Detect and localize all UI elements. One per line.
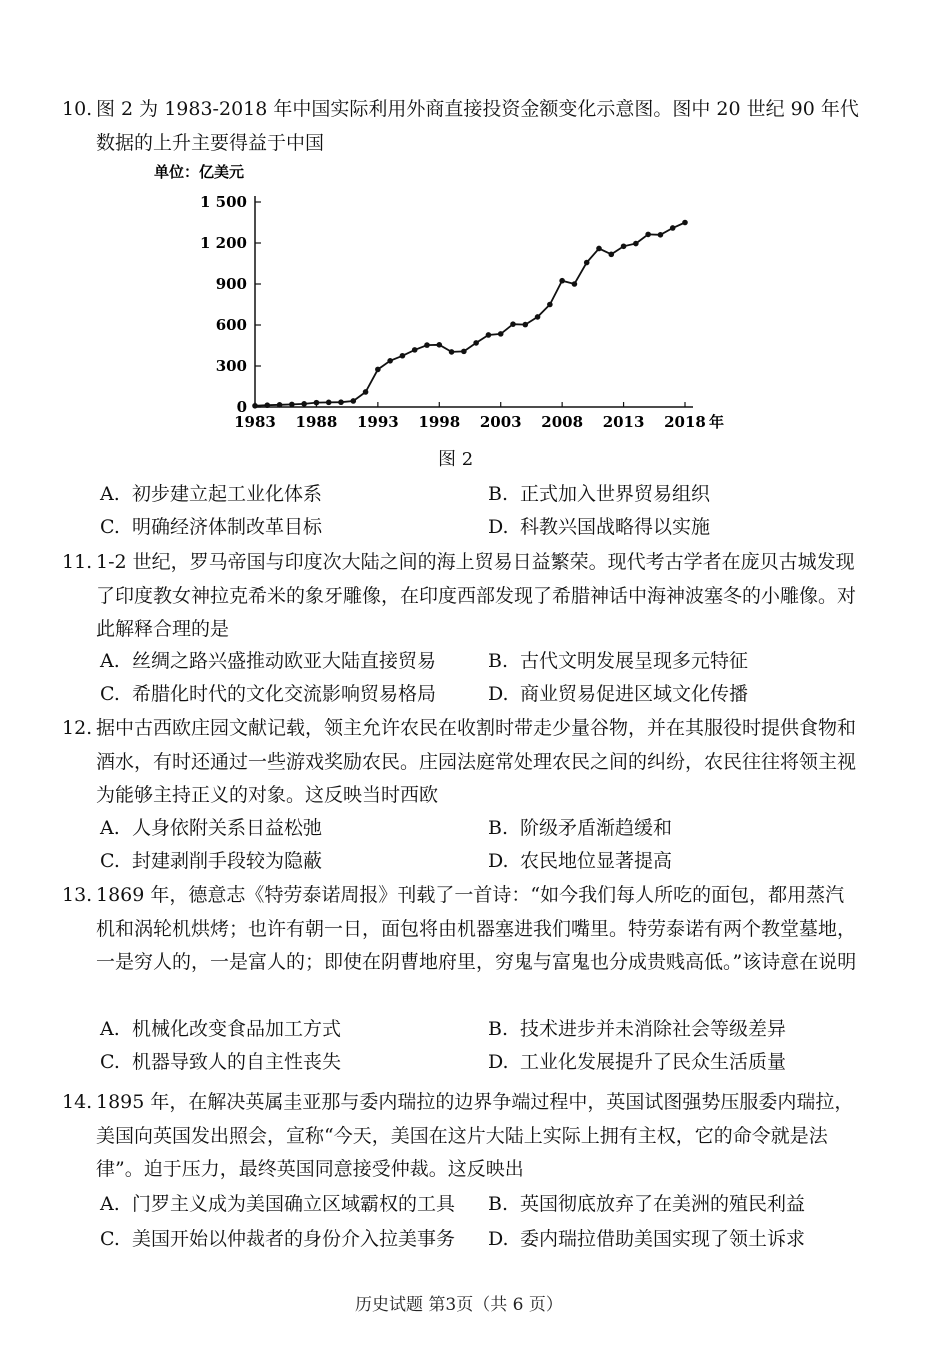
data-point [572,281,578,287]
question-13 [62,879,862,980]
question-number: 10. [62,98,93,120]
question-stem: 据中古西欧庄园文献记载，领主允许农民在收割时带走少量谷物，并在其服役时提供食物和酒水，有时还通过一些游戏奖励农民。庄园法庭常处理农民之间的纠纷，农民往往将领主视为能够主持正义的对象。这反映当时西欧 [96,717,857,806]
q14-options-row-1 [100,1188,880,1221]
question-stem: 1895 年，在解决英属圭亚那与委内瑞拉的边界争端过程中，英国试图强势压服委内瑞拉，美国向英国发出照会，宣称“今天，美国在这片大陆上实际上拥有主权，它的命令就是法律”。迫于压力，最终英国同意接受仲裁。这反映出 [96,1091,854,1180]
y-tick-label: 600 [215,316,247,334]
option-a[interactable]: A. 丝绸之路兴盛推动欧亚大陆直接贸易 [100,650,437,672]
question-stem: 1869 年，德意志《特劳泰诺周报》刊载了一首诗：“如今我们每人所吃的面包，都用蒸汽机和涡轮机烘烤；也许有朝一日，面包将由机器塞进我们嘴里。特劳泰诺有两个教堂墓地，一是穷人的，一是富人的；即使在阴曹地府里，穷鬼与富鬼也分成贵贱高低。”该诗意在说明 [96,884,857,973]
y-tick-label: 1 500 [200,193,247,211]
option-c[interactable]: C. 封建剥削手段较为隐蔽 [100,850,323,872]
option-d[interactable]: D. 委内瑞拉借助美国实现了领土诉求 [488,1228,806,1250]
data-point [633,241,639,247]
fdi-line-chart [140,155,740,440]
data-point [449,349,455,355]
y-tick-label: 300 [215,357,247,375]
option-d[interactable]: D. 商业贸易促进区域文化传播 [488,683,749,705]
y-tick-label: 900 [215,275,247,293]
x-tick-label: 2008 [541,413,584,431]
option-b[interactable]: B. 正式加入世界贸易组织 [488,483,711,505]
x-tick-label: 2003 [479,413,522,431]
data-point [658,232,664,238]
data-point [621,243,627,249]
data-point [584,260,590,266]
question-stem: 1-2 世纪，罗马帝国与印度次大陆之间的海上贸易日益繁荣。现代考古学者在庞贝古城发现了印度教女神拉克希米的象牙雕像，在印度西部发现了希腊神话中海神波塞冬的小雕像。对此解释合理的是 [96,551,857,640]
q10-options-row-2 [100,511,880,544]
data-point [596,246,602,252]
data-point [510,321,516,327]
question-11 [62,546,862,647]
x-tick-label: 2013 [602,413,645,431]
page-footer: 历史试题 第3页（共 6 页） [355,1295,563,1315]
x-tick-label: 1983 [234,413,276,431]
data-point [277,402,283,408]
data-point [264,402,270,408]
x-tick-label: 1993 [356,413,399,431]
fdi-series-line [255,223,685,406]
data-point [301,401,307,407]
question-number: 11. [62,551,93,573]
question-14 [62,1086,862,1187]
y-tick-label: 1 200 [200,234,247,252]
q14-options-row-2 [100,1223,880,1256]
data-point [461,349,467,355]
data-point [387,358,393,364]
x-axis-unit: 年 [709,413,725,431]
figure-caption: 图 2 [438,449,474,470]
question-number: 13. [62,884,93,906]
unit-label: 单位：亿美元 [154,163,245,181]
option-d[interactable]: D. 工业化发展提升了民众生活质量 [488,1051,787,1073]
option-d[interactable]: D. 农民地位显著提高 [488,850,673,872]
x-tick-label: 2018 [664,413,706,431]
q11-options-row-2 [100,678,880,711]
question-number: 12. [62,717,93,739]
data-point [522,322,528,328]
data-point [314,400,320,406]
data-point [535,314,541,320]
x-tick-label: 1998 [418,413,461,431]
data-point [436,342,442,348]
x-tick-label: 1988 [295,413,338,431]
data-point [400,353,406,359]
data-point [350,398,356,404]
question-stem: 图 2 为 1983-2018 年中国实际利用外商直接投资金额变化示意图。图中 20 世纪 90 年代数据的上升主要得益于中国 [96,98,859,154]
data-point [363,389,369,395]
data-point [608,252,614,258]
question-12 [62,712,862,813]
data-point [338,399,344,405]
option-b[interactable]: B. 阶级矛盾渐趋缓和 [488,817,673,839]
q12-options-row-2 [100,845,880,878]
q10-options-row-1 [100,478,880,511]
data-point [670,225,676,231]
option-b[interactable]: B. 英国彻底放弃了在美洲的殖民利益 [488,1193,806,1215]
y-tick-label: 0 [236,398,247,416]
data-point [486,332,492,338]
q13-options-row-2 [100,1046,880,1079]
option-c[interactable]: C. 美国开始以仲裁者的身份介入拉美事务 [100,1228,456,1250]
question-number: 14. [62,1091,93,1113]
option-c[interactable]: C. 机器导致人的自主性丧失 [100,1051,342,1073]
option-b[interactable]: B. 技术进步并未消除社会等级差异 [488,1018,787,1040]
q13-options-row-1 [100,1013,880,1046]
data-point [473,340,479,346]
option-b[interactable]: B. 古代文明发展呈现多元特征 [488,650,749,672]
option-a[interactable]: A. 人身依附关系日益松弛 [100,817,323,839]
data-point [682,220,688,226]
option-d[interactable]: D. 科教兴国战略得以实施 [488,516,711,538]
data-point [559,278,565,284]
q12-options-row-1 [100,812,880,845]
data-point [645,232,651,238]
option-a[interactable]: A. 机械化改变食品加工方式 [100,1018,342,1040]
option-a[interactable]: A. 门罗主义成为美国确立区域霸权的工具 [100,1193,456,1215]
data-point [547,302,553,308]
data-point [289,402,295,408]
data-point [412,347,418,353]
data-point [252,403,258,409]
option-c[interactable]: C. 希腊化时代的文化交流影响贸易格局 [100,683,437,705]
data-point [424,342,430,348]
data-point [375,367,381,373]
data-point [498,331,504,337]
data-point [326,400,332,406]
question-10 [62,93,862,160]
q11-options-row-1 [100,645,880,678]
option-a[interactable]: A. 初步建立起工业化体系 [100,483,323,505]
option-c[interactable]: C. 明确经济体制改革目标 [100,516,323,538]
